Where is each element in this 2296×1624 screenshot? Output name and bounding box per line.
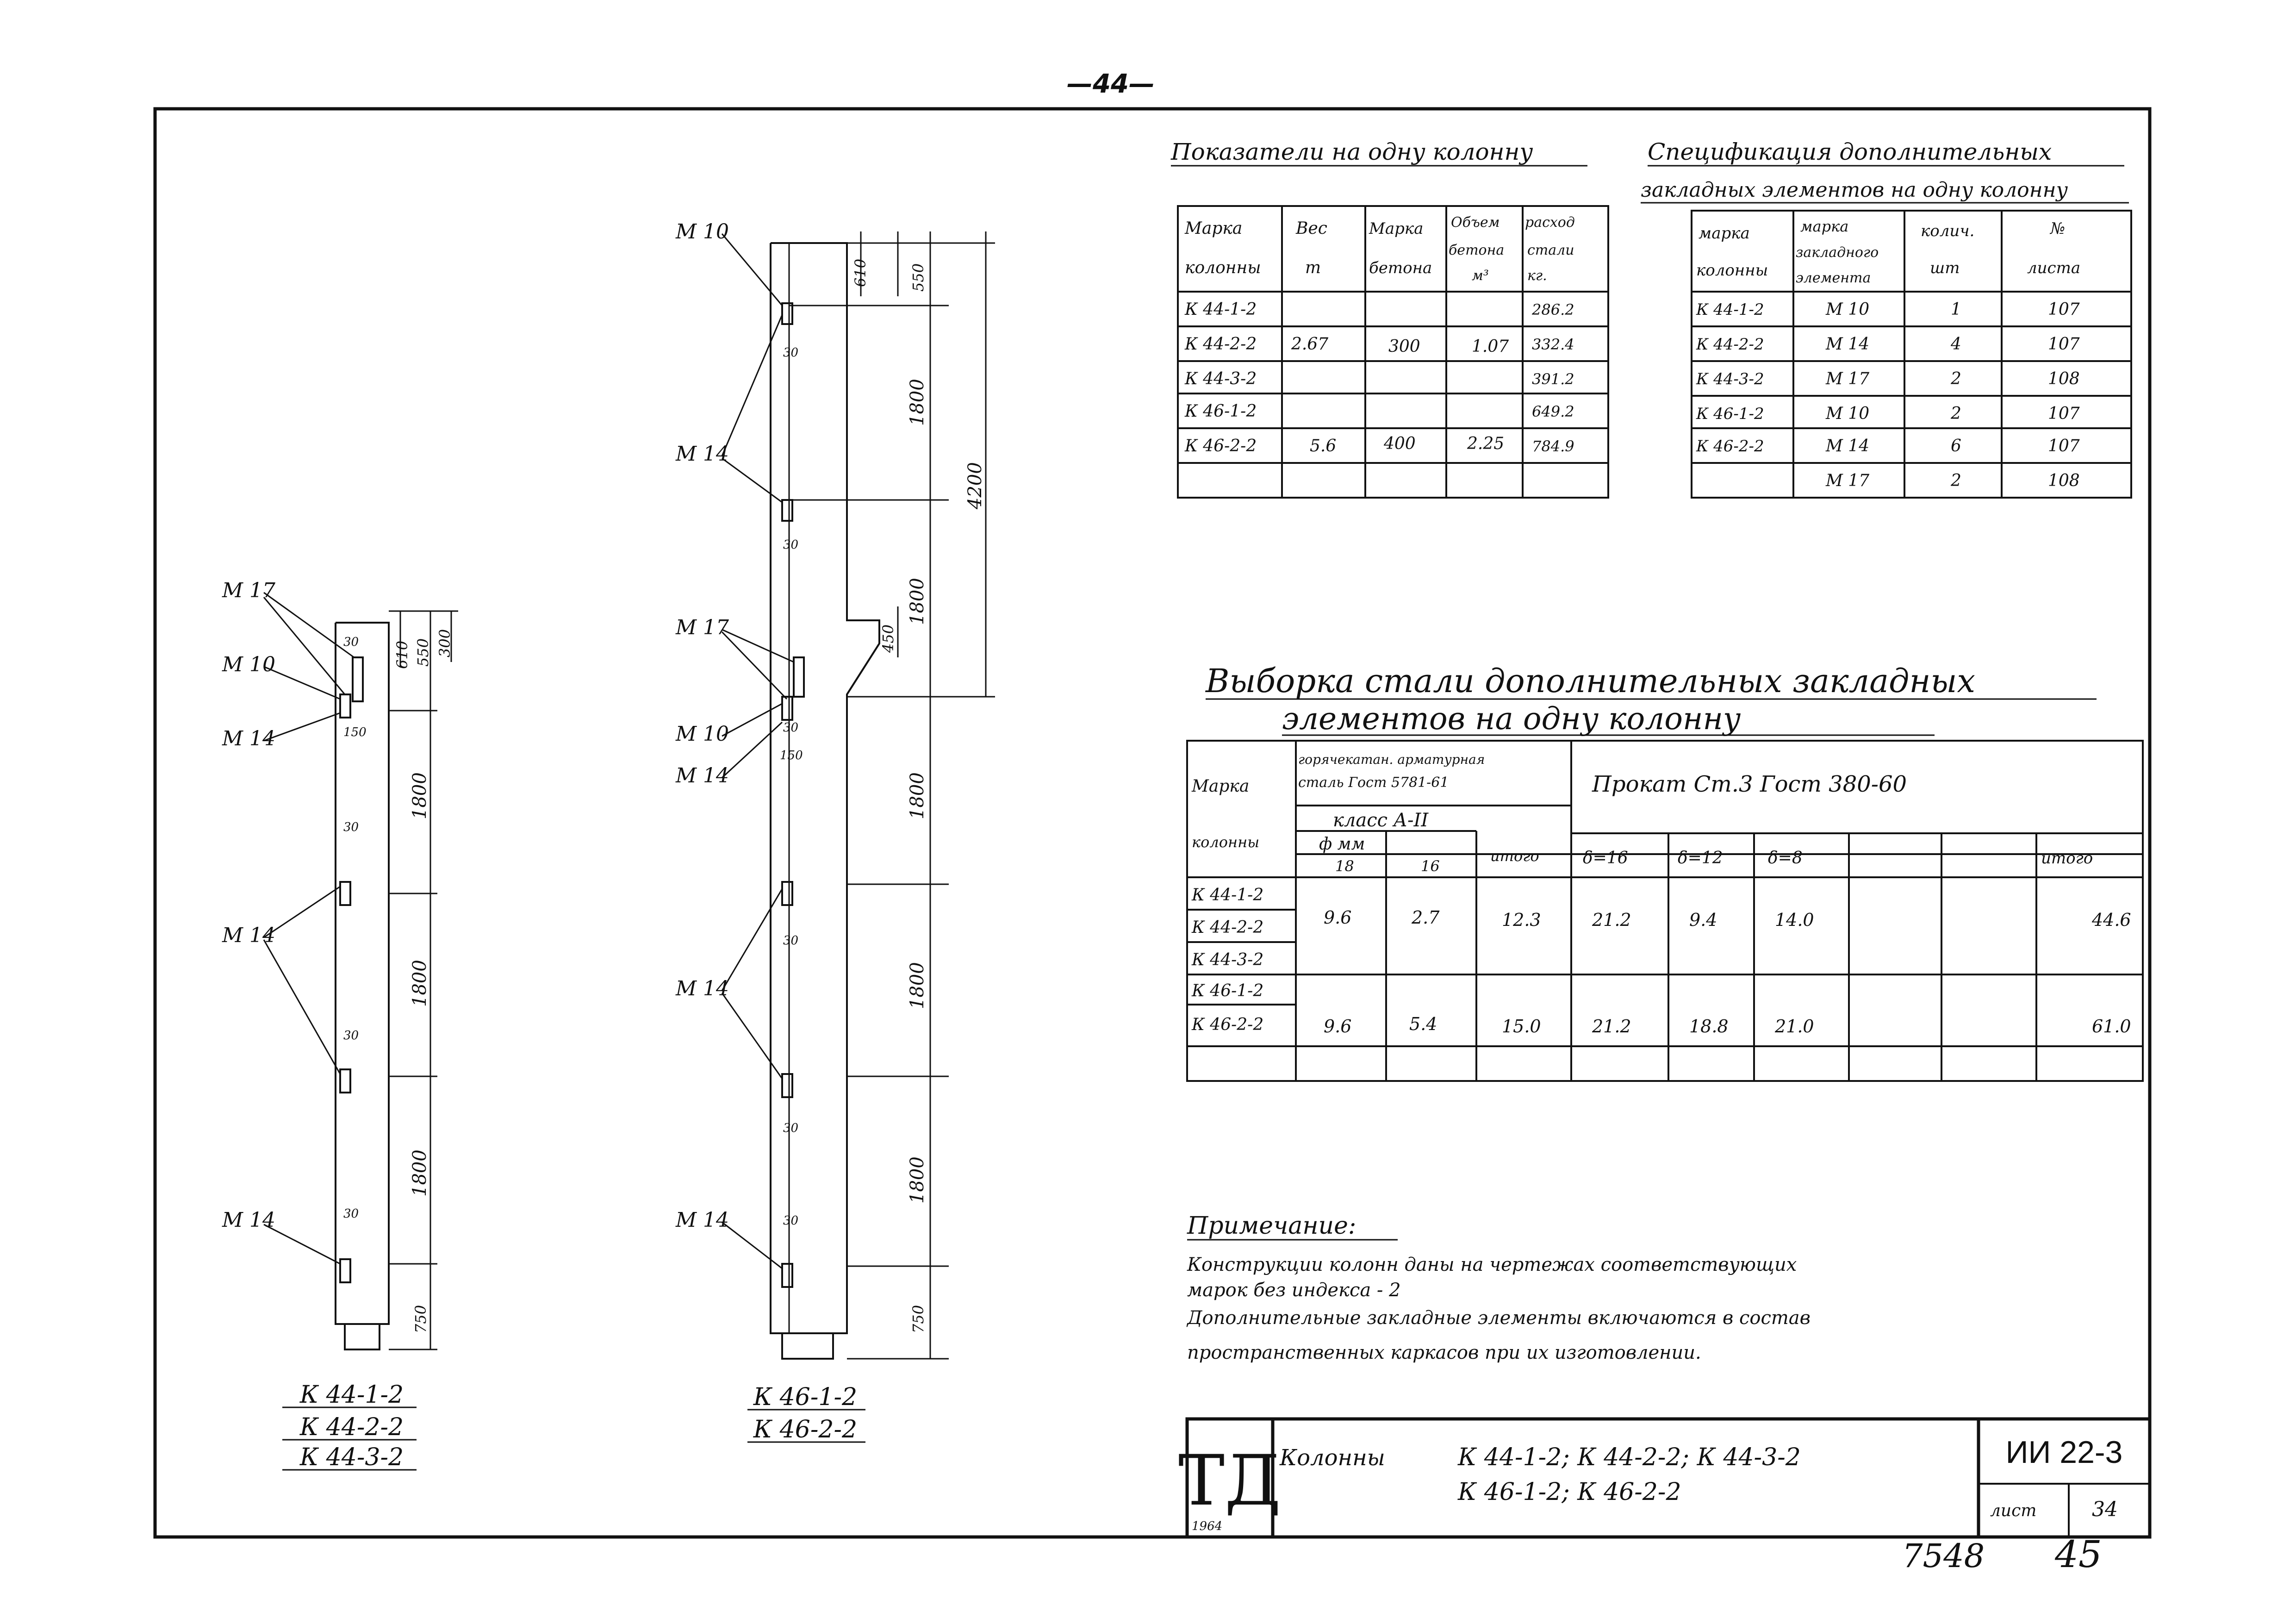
svg-text:К 46-1-2: К 46-1-2 (1696, 405, 1764, 423)
svg-text:21.2: 21.2 (1592, 910, 1631, 930)
plate-m10-right (782, 697, 792, 720)
svg-text:К 46-1-2: К 46-1-2 (1185, 402, 1257, 421)
plate-m10-right-top (782, 303, 792, 324)
svg-text:286.2: 286.2 (1532, 301, 1574, 319)
svg-text:Прокат Ст.3 Гост 380-60: Прокат Ст.3 Гост 380-60 (1592, 771, 1907, 797)
year: 1964 (1192, 1519, 1223, 1533)
svg-text:М 14: М 14 (1826, 335, 1870, 354)
svg-text:30: 30 (343, 820, 359, 834)
svg-text:649.2: 649.2 (1532, 403, 1574, 420)
svg-text:колич.: колич. (1921, 222, 1975, 240)
svg-text:150: 150 (780, 749, 803, 762)
note-block (1186, 1212, 1811, 1363)
svg-text:5.4: 5.4 (1409, 1014, 1437, 1034)
indicators-table (1170, 138, 1608, 498)
plate-m14-left-c (340, 1259, 350, 1282)
svg-text:К 44-3-2: К 44-3-2 (1696, 370, 1764, 388)
column-k44-base (345, 1324, 380, 1349)
label-m10-right-top: М 10 (676, 220, 729, 244)
svg-text:м³: м³ (1472, 268, 1489, 284)
svg-text:М 17: М 17 (1826, 369, 1870, 388)
caption-k44-2: К 44-2-2 (299, 1413, 404, 1441)
plate-m10-left (340, 694, 350, 718)
svg-text:9.6: 9.6 (1324, 1016, 1352, 1037)
svg-text:Объем: Объем (1451, 214, 1500, 231)
svg-text:21.0: 21.0 (1775, 1016, 1814, 1037)
label-m14-right-b: М 14 (676, 764, 729, 787)
svg-text:550: 550 (909, 263, 927, 292)
doc-code: ИИ 22-3 (2005, 1435, 2123, 1470)
svg-text:Марка: Марка (1192, 777, 1250, 796)
svg-text:30: 30 (783, 1121, 799, 1135)
note-line-4: пространственных каркасов при их изготовлении. (1187, 1342, 1701, 1363)
svg-text:итого: итого (1490, 847, 1539, 865)
svg-text:30: 30 (783, 934, 799, 948)
sheet-number: 34 (2092, 1498, 2118, 1521)
label-m14-right-d: М 14 (676, 1208, 729, 1232)
svg-text:150: 150 (343, 725, 367, 739)
svg-text:1800: 1800 (907, 1156, 928, 1204)
svg-text:К 44-2-2: К 44-2-2 (1185, 335, 1257, 354)
svg-text:1: 1 (1951, 300, 1961, 319)
svg-text:30: 30 (343, 635, 359, 649)
caption-k46-2: К 46-2-2 (753, 1416, 858, 1443)
inventory-number: 7548 (1902, 1537, 1985, 1575)
svg-text:К 46-2-2: К 46-2-2 (1185, 437, 1257, 456)
svg-text:300: 300 (1388, 337, 1420, 356)
svg-text:107: 107 (2048, 300, 2080, 319)
svg-text:391.2: 391.2 (1532, 370, 1574, 388)
svg-text:Марка: Марка (1185, 219, 1243, 238)
steel-sample-title-2: элементов на одну колонну (1282, 701, 1741, 737)
svg-text:61.0: 61.0 (2092, 1016, 2131, 1037)
svg-text:450: 450 (879, 624, 897, 653)
svg-text:М 14: М 14 (1826, 437, 1870, 456)
note-line-1: Конструкции колонн даны на чертежах соответствующих (1187, 1254, 1797, 1275)
note-line-2: марок без индекса - 2 (1187, 1280, 1401, 1301)
svg-text:2: 2 (1951, 404, 1961, 423)
plate-m17-left (353, 657, 363, 701)
svg-text:К 44-2-2: К 44-2-2 (1192, 918, 1264, 937)
svg-text:1.07: 1.07 (1472, 337, 1509, 356)
page-45: 45 (2055, 1533, 2102, 1576)
svg-text:К 44-2-2: К 44-2-2 (1696, 335, 1764, 354)
sheet-label: лист (1990, 1501, 2037, 1520)
svg-text:2.7: 2.7 (1412, 907, 1440, 928)
title-marks-2: К 46-1-2; К 46-2-2 (1458, 1478, 1681, 1506)
svg-text:К 44-1-2: К 44-1-2 (1185, 300, 1257, 319)
plate-m14-right-b (782, 882, 792, 905)
svg-text:300: 300 (436, 629, 454, 657)
specification-title-2: закладных элементов на одну колонну (1641, 178, 2068, 202)
svg-text:4200: 4200 (964, 462, 986, 509)
svg-text:Вес: Вес (1296, 219, 1327, 238)
plate-m14-left-a (340, 882, 350, 905)
svg-text:784.9: 784.9 (1532, 437, 1574, 455)
svg-text:К 46-2-2: К 46-2-2 (1192, 1015, 1264, 1034)
title-marks-1: К 44-1-2; К 44-2-2; К 44-3-2 (1458, 1443, 1801, 1471)
svg-text:закладного: закладного (1796, 244, 1879, 261)
label-m17-right: М 17 (676, 616, 729, 639)
svg-text:итого: итого (2041, 849, 2093, 868)
svg-text:16: 16 (1421, 857, 1440, 875)
svg-text:К 44-3-2: К 44-3-2 (1192, 950, 1264, 969)
svg-text:стали: стали (1527, 242, 1574, 258)
label-m14-left-b: М 14 (222, 924, 276, 947)
label-m10-right: М 10 (676, 722, 729, 746)
svg-text:марка: марка (1800, 218, 1849, 235)
svg-text:30: 30 (343, 1207, 359, 1221)
svg-text:К 44-1-2: К 44-1-2 (1192, 886, 1264, 905)
plate-m14-left-b (340, 1069, 350, 1093)
svg-text:шт: шт (1930, 259, 1960, 277)
svg-text:2.67: 2.67 (1291, 335, 1329, 354)
svg-text:ф мм: ф мм (1319, 835, 1365, 854)
svg-text:30: 30 (783, 346, 799, 360)
caption-k46-1: К 46-1-2 (753, 1383, 858, 1411)
svg-text:30: 30 (343, 1029, 359, 1043)
svg-text:1800: 1800 (907, 578, 928, 625)
logo: ТД (1178, 1441, 1281, 1521)
svg-text:бетона: бетона (1369, 259, 1432, 277)
column-k46-base (782, 1333, 833, 1359)
plate-m14-right-c (782, 1074, 792, 1097)
svg-text:107: 107 (2048, 437, 2080, 456)
svg-text:1800: 1800 (409, 960, 430, 1007)
svg-text:2.25: 2.25 (1467, 434, 1505, 453)
svg-text:15.0: 15.0 (1502, 1016, 1541, 1037)
svg-text:кг.: кг. (1527, 268, 1547, 284)
sheet-frame (155, 109, 2150, 1537)
svg-text:колонны: колонны (1185, 258, 1261, 277)
svg-text:колонны: колонны (1192, 833, 1260, 851)
indicators-title: Показатели на одну колонну (1171, 138, 1533, 165)
svg-text:2: 2 (1951, 471, 1961, 490)
svg-text:610: 610 (393, 640, 411, 669)
label-m14-left-c: М 14 (222, 1208, 276, 1232)
svg-text:108: 108 (2048, 471, 2080, 490)
column-k44-drawing (222, 579, 458, 1471)
svg-text:44.6: 44.6 (2092, 910, 2131, 930)
plate-m17-right (794, 657, 804, 697)
svg-text:18: 18 (1335, 857, 1354, 875)
svg-text:750: 750 (412, 1305, 429, 1333)
svg-text:1800: 1800 (409, 772, 430, 819)
svg-text:δ=16: δ=16 (1583, 849, 1628, 868)
page-number: —44— (1067, 69, 1155, 99)
svg-text:1800: 1800 (409, 1149, 430, 1197)
svg-text:1800: 1800 (907, 962, 928, 1009)
svg-text:элемента: элемента (1796, 270, 1871, 286)
svg-text:107: 107 (2048, 335, 2080, 354)
svg-text:расход: расход (1525, 214, 1575, 231)
svg-text:550: 550 (414, 638, 432, 667)
svg-text:750: 750 (909, 1305, 927, 1333)
steel-sample-title-1: Выборка стали дополнительных закладных (1206, 662, 1975, 700)
svg-text:18.8: 18.8 (1689, 1016, 1729, 1037)
svg-text:Марка: Марка (1369, 219, 1424, 238)
svg-text:9.4: 9.4 (1689, 910, 1717, 930)
svg-text:сталь Гост 5781-61: сталь Гост 5781-61 (1298, 775, 1449, 791)
plate-m14-right-d (782, 1264, 792, 1287)
svg-text:листа: листа (2027, 259, 2081, 277)
svg-text:2: 2 (1951, 369, 1961, 388)
column-k46-outline (771, 243, 879, 1333)
label-m17-left: М 17 (222, 579, 276, 602)
svg-text:М 10: М 10 (1826, 300, 1870, 319)
svg-text:К 46-1-2: К 46-1-2 (1192, 981, 1264, 1000)
svg-text:К 44-3-2: К 44-3-2 (1185, 369, 1257, 388)
svg-text:т: т (1305, 258, 1321, 277)
svg-text:марка: марка (1699, 224, 1750, 243)
svg-text:332.4: 332.4 (1532, 336, 1574, 353)
title-block (1178, 1419, 2150, 1537)
column-k46-drawing (675, 220, 995, 1443)
svg-text:30: 30 (783, 721, 799, 735)
label-m10-left: М 10 (222, 653, 276, 676)
svg-text:610: 610 (852, 258, 869, 287)
svg-text:12.3: 12.3 (1502, 910, 1541, 930)
note-title: Примечание: (1187, 1212, 1356, 1240)
title-name: Колонны (1280, 1445, 1385, 1471)
svg-text:1800: 1800 (907, 379, 928, 426)
label-m14-right-c: М 14 (676, 977, 729, 1000)
steel-sample-table (1187, 662, 2143, 1081)
svg-text:бетона: бетона (1449, 242, 1505, 258)
caption-k44-3: К 44-3-2 (299, 1443, 404, 1471)
svg-text:К 46-2-2: К 46-2-2 (1696, 437, 1764, 456)
svg-text:1800: 1800 (907, 772, 928, 819)
svg-text:δ=8: δ=8 (1768, 849, 1803, 868)
svg-text:5.6: 5.6 (1310, 437, 1337, 456)
svg-text:К 44-1-2: К 44-1-2 (1696, 300, 1764, 319)
svg-text:30: 30 (783, 1214, 799, 1228)
specification-table (1641, 138, 2131, 498)
caption-k44-1: К 44-1-2 (299, 1381, 404, 1409)
specification-title-1: Спецификация дополнительных (1648, 138, 2052, 165)
svg-text:№: № (2050, 219, 2066, 238)
label-m14-left-a: М 14 (222, 727, 276, 750)
svg-text:107: 107 (2048, 404, 2080, 423)
svg-text:30: 30 (783, 538, 799, 552)
svg-text:21.2: 21.2 (1592, 1016, 1631, 1037)
svg-text:М 17: М 17 (1826, 471, 1870, 490)
svg-text:400: 400 (1384, 434, 1416, 453)
plate-m14-right-a (782, 500, 792, 521)
svg-text:δ=12: δ=12 (1678, 849, 1723, 868)
svg-text:горячекатан. арматурная: горячекатан. арматурная (1298, 752, 1485, 767)
label-m14-right-a: М 14 (676, 442, 729, 466)
svg-text:М 10: М 10 (1826, 404, 1870, 423)
svg-text:108: 108 (2048, 369, 2080, 388)
svg-text:4: 4 (1951, 335, 1961, 354)
svg-text:6: 6 (1951, 437, 1961, 456)
svg-text:9.6: 9.6 (1324, 907, 1352, 928)
svg-text:класс А-II: класс А-II (1333, 810, 1429, 831)
note-line-3: Дополнительные закладные элементы включаются в состав (1187, 1307, 1811, 1329)
svg-text:14.0: 14.0 (1775, 910, 1814, 930)
svg-text:колонны: колонны (1696, 261, 1768, 280)
